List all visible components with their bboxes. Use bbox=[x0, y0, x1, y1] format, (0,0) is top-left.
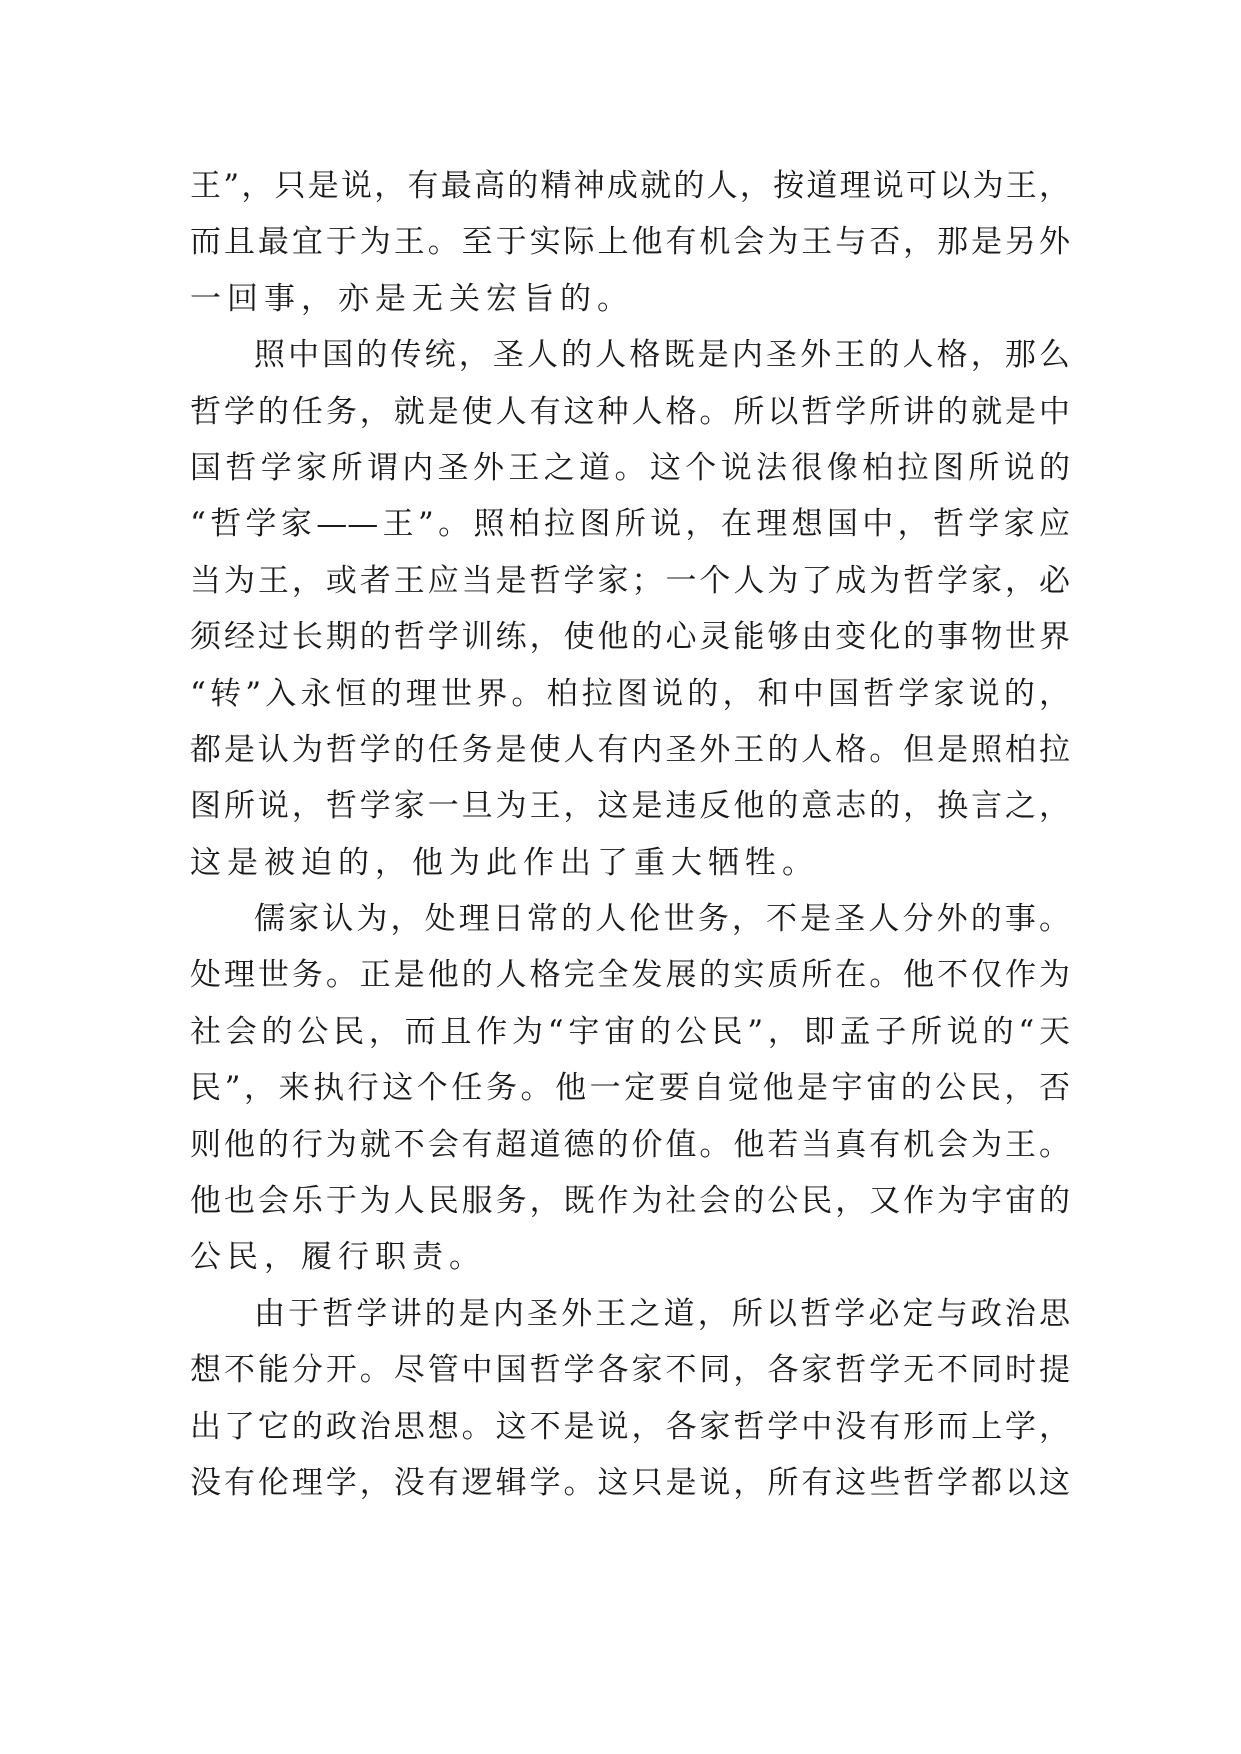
text-line: 民”，来执行这个任务。他一定要自觉他是宇宙的公民，否 bbox=[190, 1070, 1070, 1107]
text-line: “哲学家——王”。照柏拉图所说，在理想国中，哲学家应 bbox=[190, 506, 1070, 543]
text-line: 国哲学家所谓内圣外王之道。这个说法很像柏拉图所说的 bbox=[190, 449, 1070, 486]
text-line: 儒家认为，处理日常的人伦世务，不是圣人分外的事。 bbox=[254, 901, 1070, 938]
text-line: 都是认为哲学的任务是使人有内圣外王的人格。但是照柏拉 bbox=[190, 731, 1070, 768]
text-line: 他也会乐于为人民服务，既作为社会的公民，又作为宇宙的 bbox=[190, 1183, 1070, 1220]
text-line: 没有伦理学，没有逻辑学。这只是说，所有这些哲学都以这 bbox=[190, 1464, 1070, 1501]
text-line: 照中国的传统，圣人的人格既是内圣外王的人格，那么 bbox=[254, 337, 1070, 374]
text-line: 则他的行为就不会有超道德的价值。他若当真有机会为王。 bbox=[190, 1126, 1070, 1163]
text-line: 社会的公民，而且作为“宇宙的公民”，即孟子所说的“天 bbox=[190, 1013, 1070, 1050]
text-line: 而且最宜于为王。至于实际上他有机会为王与否，那是另外 bbox=[190, 224, 1070, 261]
text-line: 一回事，亦是无关宏旨的。 bbox=[190, 280, 634, 317]
text-line: “转”入永恒的理世界。柏拉图说的，和中国哲学家说的， bbox=[190, 675, 1070, 712]
text-line: 处理世务。正是他的人格完全发展的实质所在。他不仅作为 bbox=[190, 957, 1070, 994]
body-text bbox=[190, 158, 1070, 1511]
text-line: 图所说，哲学家一旦为王，这是违反他的意志的，换言之， bbox=[190, 788, 1070, 825]
text-line: 想不能分开。尽管中国哲学各家不同，各家哲学无不同时提 bbox=[190, 1352, 1070, 1389]
text-line: 哲学的任务，就是使人有这种人格。所以哲学所讲的就是中 bbox=[190, 393, 1070, 430]
text-line: 王”，只是说，有最高的精神成就的人，按道理说可以为王， bbox=[190, 168, 1070, 204]
text-line: 出了它的政治思想。这不是说，各家哲学中没有形而上学， bbox=[190, 1408, 1070, 1445]
text-line: 这是被迫的，他为此作出了重大牺牲。 bbox=[190, 844, 819, 881]
text-line: 公民，履行职责。 bbox=[190, 1239, 486, 1276]
text-line: 当为王，或者王应当是哲学家；一个人为了成为哲学家，必 bbox=[190, 562, 1070, 599]
text-line: 由于哲学讲的是内圣外王之道，所以哲学必定与政治思 bbox=[254, 1295, 1070, 1332]
text-line: 须经过长期的哲学训练，使他的心灵能够由变化的事物世界 bbox=[190, 619, 1070, 656]
